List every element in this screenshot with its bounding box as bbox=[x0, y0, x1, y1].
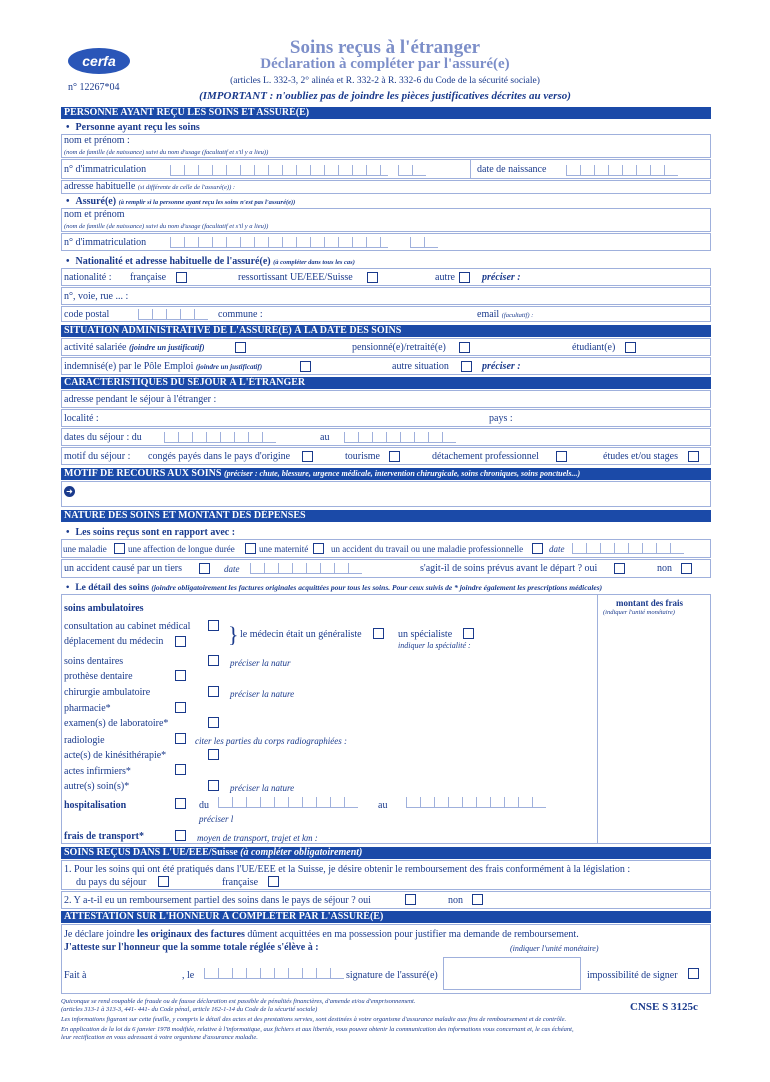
stay-dates-from-label: dates du séjour : du bbox=[64, 432, 142, 443]
eu-q2-no-label: non bbox=[448, 895, 463, 906]
nursing-checkbox[interactable] bbox=[175, 764, 186, 775]
physio-label: acte(s) de kinésithérapie* bbox=[64, 750, 167, 761]
footer-fraud-notice: Quiconque se rend coupable de fraude ou de fausse déclaration est passible de pénalités financières, d'amende et/ou d'emprisonnement. bbox=[61, 998, 416, 1005]
signature-field[interactable] bbox=[443, 957, 581, 990]
attestation-unit-hint: (indiquer l'unité monétaire) bbox=[510, 944, 599, 953]
long-illness-checkbox[interactable] bbox=[245, 543, 256, 554]
stay-locality-row[interactable] bbox=[61, 409, 711, 427]
consultation-checkbox[interactable] bbox=[208, 620, 219, 631]
studies-label: études et/ou stages bbox=[603, 451, 678, 462]
insured-name-label: nom et prénom bbox=[64, 209, 125, 220]
unemployed-checkbox[interactable] bbox=[300, 361, 311, 372]
amount-heading: montant des frais bbox=[616, 598, 683, 608]
form-code: CNSE S 3125c bbox=[630, 1001, 698, 1013]
commune-label: commune : bbox=[218, 309, 263, 320]
nationality-fr-label: française bbox=[130, 272, 167, 283]
eu-q1-country-checkbox[interactable] bbox=[158, 876, 169, 887]
eu-q2-yes-checkbox[interactable] bbox=[405, 894, 416, 905]
surgery-checkbox[interactable] bbox=[208, 686, 219, 697]
nationality-other-label: autre bbox=[435, 272, 455, 283]
section-header-stay: CARACTÉRISTIQUES DU SÉJOUR À L'ÉTRANGER bbox=[61, 377, 711, 389]
form-number: n° 12267*04 bbox=[68, 82, 120, 93]
planned-no-label: non bbox=[657, 563, 672, 574]
patient-immat-input[interactable] bbox=[170, 165, 388, 176]
patient-heading: • Personne ayant reçu les soins bbox=[66, 122, 200, 133]
paid-leave-checkbox[interactable] bbox=[302, 451, 313, 462]
cerfa-logo: cerfa bbox=[68, 48, 130, 74]
work-accident-date-label: date bbox=[549, 544, 565, 554]
unemployed-label: indemnisé(e) par le Pôle Emploi (joindre un justificatif) bbox=[64, 361, 263, 372]
lab-checkbox[interactable] bbox=[208, 717, 219, 728]
cannot-sign-label: impossibilité de signer bbox=[587, 970, 678, 981]
patient-birth-label: date de naissance bbox=[477, 164, 547, 175]
section-header-situation: SITUATION ADMINISTRATIVE DE L'ASSURÉ(E) À LA DATE DES SOINS bbox=[61, 325, 711, 337]
brace-icon: } bbox=[228, 622, 239, 647]
home-visit-label: déplacement du médecin bbox=[64, 636, 164, 647]
dental-label: soins dentaires bbox=[64, 656, 124, 667]
patient-address-label: adresse habituelle (si différente de celle de l'assuré(e)) : bbox=[64, 181, 236, 192]
illness-checkbox[interactable] bbox=[114, 543, 125, 554]
section-header-attestation: ATTESTATION SUR L'HONNEUR À COMPLÉTER PAR L'ASSURÉ(E) bbox=[61, 911, 711, 923]
eu-q1-country-label: du pays du séjour bbox=[76, 877, 147, 888]
care-reason-field[interactable] bbox=[61, 481, 711, 507]
patient-immat-key-input[interactable] bbox=[398, 165, 426, 176]
student-label: étudiant(e) bbox=[572, 342, 616, 353]
nationality-label: nationalité : bbox=[64, 272, 112, 283]
page-title: Soins reçus à l'étranger bbox=[289, 37, 481, 58]
section-header-reason: MOTIF DE RECOURS AUX SOINS (préciser : chute, blessure, urgence médicale, intervention chirurgicale, soins chroniques, soins ponctuels...) bbox=[61, 468, 711, 480]
patient-name-hint: (nom de famille (de naissance) suivi du nom d'usage (facultatif et s'il y a lieu)) bbox=[64, 149, 269, 156]
stay-address-label: adresse pendant le séjour à l'étranger : bbox=[64, 394, 217, 405]
other-care-checkbox[interactable] bbox=[208, 780, 219, 791]
prosthesis-checkbox[interactable] bbox=[175, 670, 186, 681]
nursing-label: actes infirmiers* bbox=[64, 766, 131, 777]
cannot-sign-checkbox[interactable] bbox=[688, 968, 699, 979]
eu-q1-label: 1. Pour les soins qui ont été pratiqués dans l'UE/EEE et la Suisse, je désire obtenir le remboursement des frais conformément à la législation : bbox=[64, 864, 631, 875]
third-party-label: un accident causé par un tiers bbox=[64, 563, 183, 574]
postal-input[interactable] bbox=[138, 309, 208, 320]
footer-rectification: leur rectification en vous adressant à votre organisme d'assurance maladie. bbox=[61, 1034, 258, 1041]
street-label: n°, voie, rue ... : bbox=[64, 291, 129, 302]
pharmacy-label: pharmacie* bbox=[64, 703, 111, 714]
physio-checkbox[interactable] bbox=[208, 749, 219, 760]
patient-birth-input[interactable] bbox=[566, 165, 678, 176]
radiology-checkbox[interactable] bbox=[175, 733, 186, 744]
arrow-right-icon: ➜ bbox=[64, 486, 75, 498]
radiology-specify-label: citer les parties du corps radiographiées : bbox=[195, 736, 347, 746]
dental-specify-label: préciser la natur bbox=[230, 658, 291, 668]
hospital-specify-label: préciser l bbox=[199, 814, 234, 824]
tourism-checkbox[interactable] bbox=[389, 451, 400, 462]
other-care-label: autre(s) soin(s)* bbox=[64, 781, 130, 792]
work-accident-checkbox[interactable] bbox=[532, 543, 543, 554]
third-party-date-label: date bbox=[224, 564, 240, 574]
stay-date-to-input[interactable] bbox=[344, 432, 456, 443]
detail-heading: • Le détail des soins (joindre obligatoirement les factures originales acquittées pour tous les soins. Pour ceux suivis de * joindre également les prescriptions médicales) bbox=[66, 583, 603, 593]
specialty-label: indiquer la spécialité : bbox=[398, 641, 471, 650]
hospital-from-label: du bbox=[199, 800, 209, 811]
eu-q2-no-checkbox[interactable] bbox=[472, 894, 483, 905]
specialist-checkbox[interactable] bbox=[463, 628, 474, 639]
prosthesis-label: prothèse dentaire bbox=[64, 671, 133, 682]
eu-q2-label: 2. Y a-t-il eu un remboursement partiel des soins dans le pays de séjour ? oui bbox=[64, 895, 371, 906]
insured-immat-label: n° d'immatriculation bbox=[64, 237, 147, 248]
student-checkbox[interactable] bbox=[625, 342, 636, 353]
other-situation-checkbox[interactable] bbox=[461, 361, 472, 372]
nationality-other-checkbox[interactable] bbox=[459, 272, 470, 283]
eu-q1-french-checkbox[interactable] bbox=[268, 876, 279, 887]
lab-label: examen(s) de laboratoire* bbox=[64, 718, 169, 729]
date-on-label: , le bbox=[182, 970, 195, 981]
signature-label: signature de l'assuré(e) bbox=[346, 970, 438, 981]
stay-date-from-input[interactable] bbox=[164, 432, 276, 443]
other-situation-label: autre situation bbox=[392, 361, 449, 372]
hospital-label: hospitalisation bbox=[64, 800, 127, 811]
nationality-fr-checkbox[interactable] bbox=[176, 272, 187, 283]
footer-articles: (articles 313-1 à 313-3, 441- 441- du Code pénal, article 162-1-14 du Code de la sécurité sociale) bbox=[61, 1006, 318, 1013]
gp-checkbox[interactable] bbox=[373, 628, 384, 639]
section-header-care: NATURE DES SOINS ET MONTANT DES DÉPENSES bbox=[61, 510, 711, 522]
surgery-specify-label: préciser la nature bbox=[230, 689, 295, 699]
third-party-date-input[interactable] bbox=[250, 563, 362, 574]
planned-label: s'agit-il de soins prévus avant le départ ? oui bbox=[420, 563, 598, 574]
nationality-specify-label: préciser : bbox=[482, 272, 521, 283]
tourism-label: tourisme bbox=[345, 451, 380, 462]
page-subtitle: Déclaration à compléter par l'assuré(e) bbox=[260, 56, 510, 72]
section-header-eu: SOINS REÇUS DANS L'UE/EEE/Suisse (à compléter obligatoirement) bbox=[61, 847, 711, 859]
long-illness-label: une affection de longue durée bbox=[128, 544, 235, 554]
made-at-label: Fait à bbox=[64, 970, 87, 981]
transport-label: frais de transport* bbox=[64, 831, 144, 842]
pharmacy-checkbox[interactable] bbox=[175, 702, 186, 713]
employee-label: activité salariée (joindre un justificatif) bbox=[64, 342, 205, 353]
transport-hint: moyen de transport, trajet et km : bbox=[197, 833, 318, 843]
radiology-label: radiologie bbox=[64, 735, 105, 746]
nationality-heading: • Nationalité et adresse habituelle de l'assuré(e) (à compléter dans tous les cas) bbox=[66, 256, 355, 267]
business-label: détachement professionnel bbox=[432, 451, 539, 462]
patient-name-label: nom et prénom : bbox=[64, 135, 130, 146]
attestation-line-1: Je déclare joindre les originaux des factures dûment acquittées en ma possession pour justifier ma demande de remboursement. bbox=[64, 929, 579, 940]
eu-q1-french-label: française bbox=[222, 877, 259, 888]
planned-yes-checkbox[interactable] bbox=[614, 563, 625, 574]
retired-label: pensionné(e)/retraité(e) bbox=[352, 342, 446, 353]
insured-immat-key-input[interactable] bbox=[410, 237, 438, 248]
consultation-label: consultation au cabinet médical bbox=[64, 621, 191, 632]
attestation-line-2: J'atteste sur l'honneur que la somme totale réglée s'élève à : bbox=[64, 942, 319, 953]
retired-checkbox[interactable] bbox=[459, 342, 470, 353]
insured-heading: • Assuré(e) (à remplir si la personne ayant reçu les soins n'est pas l'assuré(e)) bbox=[66, 196, 296, 207]
patient-immat-label: n° d'immatriculation bbox=[64, 164, 147, 175]
dental-checkbox[interactable] bbox=[208, 655, 219, 666]
stay-country-label: pays : bbox=[489, 413, 513, 424]
hospital-date-from-input[interactable] bbox=[218, 797, 358, 808]
work-accident-date-input[interactable] bbox=[572, 543, 684, 554]
other-care-specify-label: préciser la nature bbox=[230, 783, 295, 793]
stay-dates-to-label: au bbox=[320, 432, 330, 443]
paid-leave-label: congés payés dans le pays d'origine bbox=[148, 451, 291, 462]
insured-name-hint: (nom de famille (de naissance) suivi du nom d'usage (facultatif et s'il y a lieu)) bbox=[64, 223, 269, 230]
section-header-person: PERSONNE AYANT REÇU LES SOINS ET ASSURÉ(E) bbox=[61, 107, 711, 119]
hospital-to-label: au bbox=[378, 800, 388, 811]
important-notice: (IMPORTANT : n'oubliez pas de joindre les pièces justificatives décrites au verso) bbox=[199, 90, 571, 102]
footer-law-notice: En application de la loi du 6 janvier 1978 modifiée, relative à l'informatique, aux fichiers et aux libertés, vous pouvez obtenir la communication des informations vous concernant et, le cas échéant, bbox=[61, 1026, 574, 1033]
illness-label: une maladie bbox=[63, 544, 107, 554]
studies-checkbox[interactable] bbox=[688, 451, 699, 462]
situation-specify-label: préciser : bbox=[482, 361, 521, 372]
nationality-ue-label: ressortissant UE/EEE/Suisse bbox=[238, 272, 353, 283]
gp-label: le médecin était un généraliste bbox=[240, 629, 362, 640]
third-party-checkbox[interactable] bbox=[199, 563, 210, 574]
maternity-label: une maternité bbox=[259, 544, 309, 554]
postal-label: code postal bbox=[64, 309, 110, 320]
surgery-label: chirurgie ambulatoire bbox=[64, 687, 151, 698]
street-field[interactable] bbox=[61, 287, 711, 305]
footer-data-notice: Les informations figurant sur cette feuille, y compris le détail des actes et des prestations servies, sont destinées à votre organisme d'assurance maladie aux fins de remboursement et de contrôle. bbox=[61, 1016, 567, 1023]
work-accident-label: un accident du travail ou une maladie professionnelle bbox=[331, 544, 524, 554]
hospital-date-to-input[interactable] bbox=[406, 797, 546, 808]
business-checkbox[interactable] bbox=[556, 451, 567, 462]
amount-hint: (indiquer l'unité monétaire) bbox=[603, 609, 675, 616]
ambulatory-heading: soins ambulatoires bbox=[64, 603, 144, 614]
email-label: email (facultatif) : bbox=[477, 309, 534, 320]
insured-immat-input[interactable] bbox=[170, 237, 388, 248]
employee-checkbox[interactable] bbox=[235, 342, 246, 353]
related-heading: • Les soins reçus sont en rapport avec : bbox=[66, 527, 236, 538]
stay-reason-label: motif du séjour : bbox=[64, 451, 131, 462]
specialist-label: un spécialiste bbox=[398, 629, 453, 640]
transport-checkbox[interactable] bbox=[175, 830, 186, 841]
home-visit-checkbox[interactable] bbox=[175, 636, 186, 647]
stay-locality-label: localité : bbox=[64, 413, 99, 424]
nationality-ue-checkbox[interactable] bbox=[367, 272, 378, 283]
planned-no-checkbox[interactable] bbox=[681, 563, 692, 574]
legal-articles: (articles L. 332-3, 2° alinéa et R. 332-2 à R. 332-6 du Code de la sécurité sociale) bbox=[230, 76, 540, 86]
hospital-checkbox[interactable] bbox=[175, 798, 186, 809]
maternity-checkbox[interactable] bbox=[313, 543, 324, 554]
attestation-date-input[interactable] bbox=[204, 968, 344, 979]
